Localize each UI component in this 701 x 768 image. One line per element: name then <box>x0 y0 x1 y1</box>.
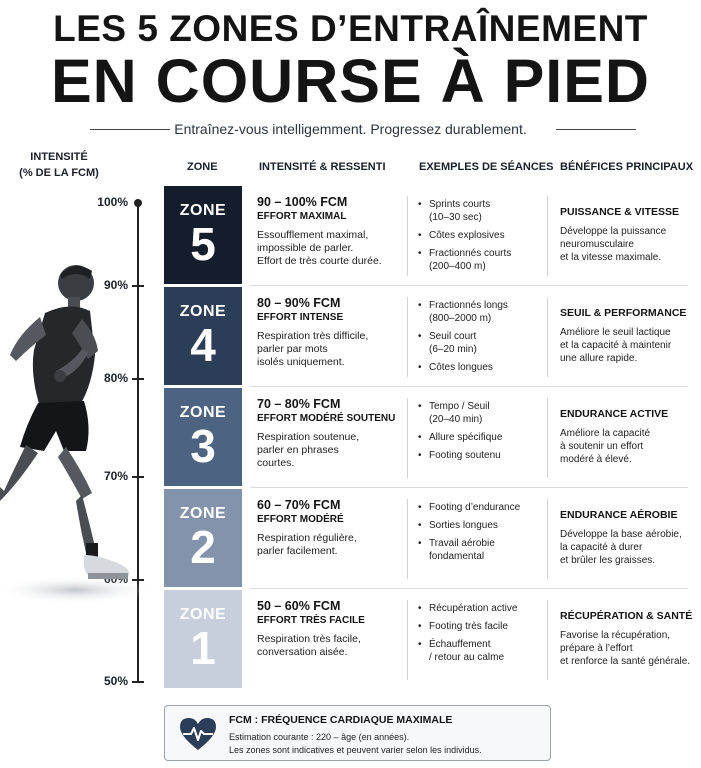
zone-feel-line: parler facilement. <box>257 545 338 557</box>
example-line: • Seuil court <box>429 331 477 342</box>
example-item <box>418 638 538 664</box>
example-item <box>418 361 538 374</box>
zone-benefit-title: SEUIL & PERFORMANCE <box>560 307 687 319</box>
title-line-2: EN COURSE À PIED <box>51 47 650 115</box>
zone-feel-line: parler par mots <box>257 343 328 355</box>
zone-hr-range: 70 – 80% FCM <box>257 397 341 411</box>
zone-badge-3 <box>164 388 242 486</box>
zone-word: ZONE <box>179 606 227 623</box>
zone-effort-level: EFFORT INTENSE <box>257 312 344 323</box>
zone-benefit <box>560 609 698 668</box>
benefit-line: Améliore la capacité <box>560 428 651 439</box>
benefit-line: Développe la base aérobie, <box>560 529 682 540</box>
example-line: • Footing soutenu <box>429 450 501 461</box>
zone-benefit-desc <box>560 528 698 567</box>
example-line: • Allure spécifique <box>429 432 503 443</box>
example-line: (10–30 sec) <box>429 212 482 223</box>
example-item <box>418 247 538 273</box>
zone-examples <box>418 602 538 669</box>
row-separator <box>250 588 688 589</box>
zone-badge-5 <box>164 186 242 284</box>
example-item <box>418 400 538 426</box>
zone-feel-line: courtes. <box>257 457 295 469</box>
fcm-note-line-1: Estimation courante : 220 – âge (en années). <box>229 732 410 742</box>
benefit-line: à soutenir un effort <box>560 441 644 452</box>
example-line: • Sorties longues <box>429 520 498 531</box>
zone-benefit-desc <box>560 629 698 668</box>
zone-feel-line: Respiration très difficile, <box>257 330 369 342</box>
zone-benefit-desc <box>560 225 698 264</box>
zone-hr-range: 80 – 90% FCM <box>257 296 341 310</box>
zone-number: 4 <box>190 319 216 371</box>
example-line: • Fractionnés courts <box>429 248 512 259</box>
zone-word: ZONE <box>179 202 227 219</box>
zone-benefit-title: ENDURANCE AÉROBIE <box>560 509 678 521</box>
zone-hr-range: 90 – 100% FCM <box>257 195 348 209</box>
benefit-line: neuromusculaire <box>560 239 634 250</box>
zone-feel-line: impossible de parler. <box>257 242 354 254</box>
zone-feel <box>257 229 407 268</box>
benefit-line: une allure rapide. <box>560 353 638 364</box>
example-line: • Travail aérobie <box>429 538 495 549</box>
zone-number: 1 <box>190 622 216 674</box>
zone-benefit-desc <box>560 427 698 466</box>
zone-benefit-desc <box>560 326 698 365</box>
zone-feel-line: Essoufflement maximal, <box>257 229 369 241</box>
column-divider <box>407 398 408 478</box>
axis-title-line-2: (% DE LA FCM) <box>19 167 99 179</box>
benefit-line: la capacité à durer <box>560 542 643 553</box>
row-separator <box>250 386 688 387</box>
example-line: • Footing très facile <box>429 621 508 632</box>
axis-tick <box>132 681 144 683</box>
zone-feel-line: Respiration régulière, <box>257 532 357 544</box>
column-divider <box>407 297 408 377</box>
zone-effort-level: EFFORT MODÉRÉ SOUTENU <box>257 413 396 424</box>
axis-tick-label: 50% <box>103 674 128 688</box>
benefit-line: Améliore le seuil lactique <box>560 327 671 338</box>
zone-benefit-title: PUISSANCE & VITESSE <box>560 206 680 218</box>
zone-intensity <box>257 396 407 470</box>
column-header-benefits: BÉNÉFICES PRINCIPAUX <box>560 161 694 173</box>
subtitle: Entraînez-vous intelligemment. Progressez durablement. <box>174 121 527 137</box>
zone-effort-level: EFFORT TRÈS FACILE <box>257 615 365 626</box>
example-item <box>418 449 538 462</box>
title-line-1: LES 5 ZONES D’ENTRAÎNEMENT <box>53 8 648 49</box>
example-line: fondamental <box>429 551 485 562</box>
column-divider <box>547 398 548 478</box>
column-divider <box>547 499 548 579</box>
zone-benefit-title: ENDURANCE ACTIVE <box>560 408 669 420</box>
column-divider <box>547 600 548 680</box>
zone-feel <box>257 532 407 558</box>
example-line: (6–20 min) <box>429 344 477 355</box>
axis-tick-label: 90% <box>103 278 128 292</box>
zone-feel-line: Respiration très facile, <box>257 633 361 645</box>
column-divider <box>547 196 548 276</box>
zone-feel-line: Respiration soutenue, <box>257 431 360 443</box>
zone-feel <box>257 330 407 369</box>
zone-word: ZONE <box>179 404 227 421</box>
benefit-line: et la capacité à maintenir <box>560 340 672 351</box>
example-item <box>418 330 538 356</box>
zone-intensity <box>257 598 407 659</box>
row-separator <box>250 487 688 488</box>
zone-badge-2 <box>164 489 242 587</box>
zone-benefit <box>560 205 698 264</box>
column-header-intensity: INTENSITÉ & RESSENTI <box>259 161 386 173</box>
zone-feel-line: Effort de très courte durée. <box>257 255 382 267</box>
fcm-note <box>164 705 551 761</box>
zone-examples <box>418 198 538 278</box>
column-divider <box>407 600 408 680</box>
zone-word: ZONE <box>179 303 227 320</box>
heart-rate-icon <box>178 716 218 752</box>
zone-number: 2 <box>190 521 216 573</box>
zone-hr-range: 60 – 70% FCM <box>257 498 341 512</box>
zone-effort-level: EFFORT MAXIMAL <box>257 211 347 222</box>
zone-intensity <box>257 194 407 268</box>
zone-examples <box>418 299 538 379</box>
zone-benefit-title: RÉCUPÉRATION & SANTÉ <box>560 610 693 622</box>
zone-number: 5 <box>190 218 216 270</box>
axis-tick-label: 100% <box>97 195 128 209</box>
zone-feel <box>257 633 407 659</box>
example-line: (200–400 m) <box>429 261 486 272</box>
axis-tick-label: 80% <box>103 371 128 385</box>
example-line: / retour au calme <box>429 652 505 663</box>
zone-hr-range: 50 – 60% FCM <box>257 599 341 613</box>
example-line: • Échauffement <box>429 639 491 650</box>
example-line: • Côtes longues <box>429 362 493 373</box>
axis-top-dot <box>134 199 142 207</box>
example-line: • Côtes explosives <box>429 230 505 241</box>
zone-badge-1 <box>164 590 242 688</box>
zone-benefit <box>560 508 698 567</box>
subtitle-right-rule <box>556 129 636 130</box>
example-item <box>418 537 538 563</box>
column-header-zone: ZONE <box>187 161 218 173</box>
example-item <box>418 299 538 325</box>
benefit-line: Développe la puissance <box>560 226 667 237</box>
example-line: • Fractionnés longs <box>429 300 508 311</box>
runner-illustration <box>0 255 150 615</box>
zone-examples <box>418 501 538 568</box>
benefit-line: et brûler les graisses. <box>560 555 656 566</box>
zone-feel <box>257 431 407 470</box>
zone-feel-line: conversation aisée. <box>257 646 348 658</box>
example-item <box>418 229 538 242</box>
example-line: • Récupération active <box>429 603 518 614</box>
column-header-examples: EXEMPLES DE SÉANCES <box>419 161 554 173</box>
example-line: (20–40 min) <box>429 414 483 425</box>
column-divider <box>547 297 548 377</box>
benefit-line: et la vitesse maximale. <box>560 252 662 263</box>
zone-number: 3 <box>190 420 216 472</box>
benefit-line: Favorise la récupération, <box>560 630 671 641</box>
benefit-line: prépare à l’effort <box>560 643 633 654</box>
axis-title-line-1: INTENSITÉ <box>30 151 88 163</box>
example-item <box>418 519 538 532</box>
benefit-line: modéré à élevé. <box>560 454 632 465</box>
example-item <box>418 501 538 514</box>
zone-benefit <box>560 306 698 365</box>
zone-intensity <box>257 497 407 558</box>
example-line: (800–2000 m) <box>429 313 492 324</box>
axis-tick-label: 70% <box>103 469 128 483</box>
zone-intensity <box>257 295 407 369</box>
example-item <box>418 431 538 444</box>
zone-examples <box>418 400 538 467</box>
zone-word: ZONE <box>179 505 227 522</box>
zone-benefit <box>560 407 698 466</box>
zone-badge-4 <box>164 287 242 385</box>
zone-feel-line: isolés uniquement. <box>257 356 345 368</box>
example-line: • Tempo / Seuil <box>429 401 490 412</box>
example-item <box>418 602 538 615</box>
example-item <box>418 620 538 633</box>
fcm-note-title: FCM : FRÉQUENCE CARDIAQUE MAXIMALE <box>229 714 453 726</box>
zone-effort-level: EFFORT MODÉRÉ <box>257 514 344 525</box>
benefit-line: et renforce la santé générale. <box>560 656 691 667</box>
column-divider <box>407 196 408 276</box>
example-line: • Sprints courts <box>429 199 491 210</box>
row-separator <box>250 285 688 286</box>
example-item <box>418 198 538 224</box>
zone-feel-line: parler en phrases <box>257 444 339 456</box>
column-divider <box>407 499 408 579</box>
fcm-note-line-2: Les zones sont indicatives et peuvent varier selon les individus. <box>229 745 482 755</box>
axis-title <box>14 149 104 181</box>
example-line: • Footing d’endurance <box>429 502 521 513</box>
